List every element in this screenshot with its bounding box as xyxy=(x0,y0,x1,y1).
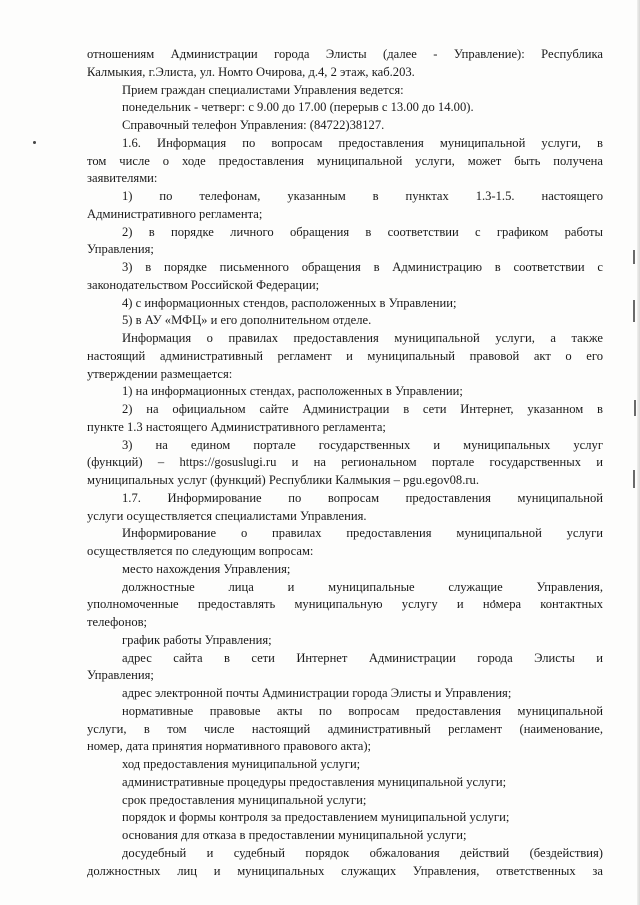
scan-artifact-mark xyxy=(633,470,635,488)
document-body xyxy=(87,46,603,880)
text-line: 2) в порядке личного обращения в соответствии с графиком работы xyxy=(122,224,603,239)
scan-artifact-mark xyxy=(633,250,635,264)
text-line: адрес сайта в сети Интернет Администрации города Элисты и xyxy=(122,650,603,665)
text-line: утверждении размещается: xyxy=(87,366,233,381)
text-line: порядок и формы контроля за предоставлением муниципальной услуги; xyxy=(122,810,510,825)
text-line: адрес электронной почты Администрации города Элисты и Управления; xyxy=(122,686,512,700)
text-line: Информация о правилах предоставления муниципальной услуги, а также xyxy=(122,331,603,345)
text-line: нормативные правовые акты по вопросам предоставления муниципальной xyxy=(122,703,603,718)
text-line: административные процедуры предоставления муниципальной услуги; xyxy=(122,774,507,789)
text-line: отношениям Администрации города Элисты (далее - Управление): Республика xyxy=(87,47,603,61)
text-line: настоящий административный регламент и муниципальный правовой акт о его xyxy=(87,348,603,363)
text-line: должностные лица и муниципальные служащие Управления, xyxy=(122,579,603,594)
text-line: Управления; xyxy=(87,242,154,257)
text-line: должностных лиц и муниципальных служащих Управления, ответственных за xyxy=(87,863,603,878)
text-line: 3) на едином портале государственных и муниципальных услуг xyxy=(122,437,603,452)
text-line: место нахождения Управления; xyxy=(122,561,291,576)
text-line: том числе о ходе предоставления муниципальной услуги, может быть получена xyxy=(87,153,603,168)
scan-artifact-mark xyxy=(633,300,635,322)
text-line: Управления; xyxy=(87,668,154,683)
text-line: услуги осуществляется специалистами Управления. xyxy=(87,508,367,523)
text-line: 1) на информационных стендах, расположенных в Управлении; xyxy=(122,384,463,399)
text-line: уполномоченные предоставлять муниципальную услугу и номера контактных xyxy=(87,597,603,612)
text-line: досудебный и судебный порядок обжалования действий (бездействия) xyxy=(122,845,603,860)
text-line: муниципальных услуг (функций) Республики Калмыкия – pgu.egov08.ru. xyxy=(87,473,479,487)
text-line: ход предоставления муниципальной услуги; xyxy=(122,757,361,771)
scan-speck xyxy=(33,141,36,144)
text-line: основания для отказа в предоставлении муниципальной услуги; xyxy=(122,828,467,842)
text-line: Информирование о правилах предоставления муниципальной услуги xyxy=(122,526,603,541)
text-line: понедельник - четверг: с 9.00 до 17.00 (перерыв с 13.00 до 14.00). xyxy=(122,100,474,115)
text-line: заявителями: xyxy=(87,171,158,186)
text-line: пункте 1.3 настоящего Административного регламента; xyxy=(87,419,386,434)
text-line: 3) в порядке письменного обращения в Администрацию в соответствии с xyxy=(122,260,603,274)
text-line: телефонов; xyxy=(87,615,148,629)
scan-artifact-mark xyxy=(634,400,636,416)
text-line: 5) в АУ «МФЦ» и его дополнительном отделе. xyxy=(122,313,372,328)
text-line: график работы Управления; xyxy=(122,632,272,647)
text-line: законодательством Российской Федерации; xyxy=(87,277,320,292)
text-line: Прием граждан специалистами Управления ведется: xyxy=(122,82,404,97)
text-line: 2) на официальном сайте Администрации в сети Интернет, указанном в xyxy=(122,402,603,416)
text-line: услуги, в том числе настоящий административный регламент (наименование, xyxy=(87,721,603,736)
text-line: Административного регламента; xyxy=(87,206,263,221)
text-line: (функций) – https://gosuslugi.ru и на региональном портале государственных и xyxy=(87,455,603,470)
text-line: Справочный телефон Управления: (84722)38127. xyxy=(122,118,385,132)
text-line: срок предоставления муниципальной услуги; xyxy=(122,792,367,807)
text-line: 4) с информационных стендов, расположенных в Управлении; xyxy=(122,295,457,310)
text-line: 1) по телефонам, указанным в пунктах 1.3-1.5. настоящего xyxy=(122,189,603,203)
text-line: номер, дата принятия нормативного правового акта); xyxy=(87,739,372,754)
text-line: 1.6. Информация по вопросам предоставления муниципальной услуги, в xyxy=(122,135,603,150)
text-line: осуществляется по следующим вопросам: xyxy=(87,544,314,558)
text-line: 1.7. Информирование по вопросам предоставления муниципальной xyxy=(122,490,603,505)
text-line: Калмыкия, г.Элиста, ул. Номто Очирова, д.4, 2 этаж, каб.203. xyxy=(87,64,415,79)
